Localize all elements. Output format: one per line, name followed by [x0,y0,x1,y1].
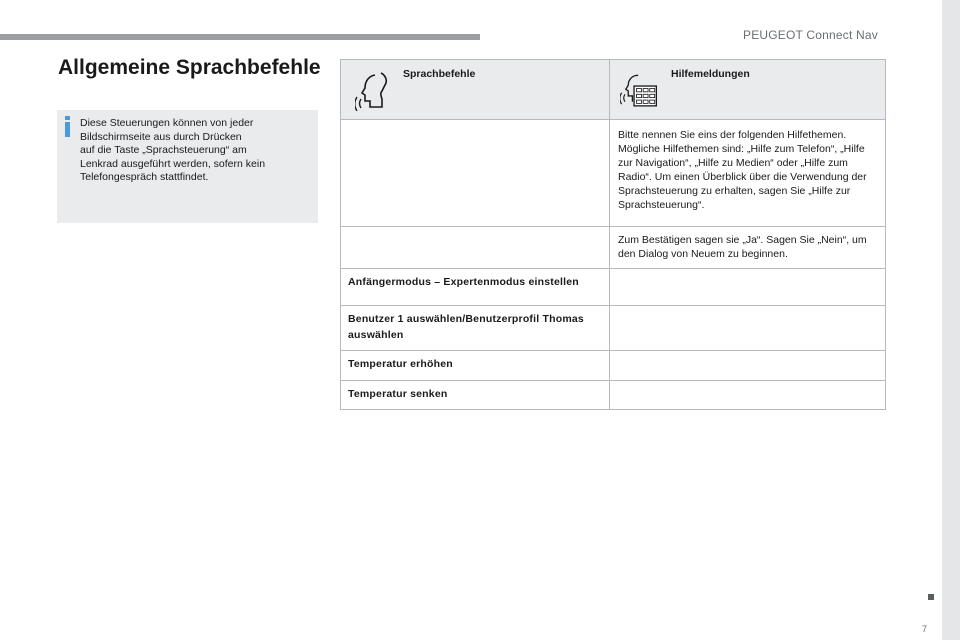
info-box [57,110,318,223]
table-header-row [341,60,886,120]
table-row [341,306,886,351]
page-title: Allgemeine Sprachbefehle [58,56,321,79]
command-cell: Temperatur senken [341,380,610,410]
voice-commands-table [340,59,886,410]
table-row [341,227,886,269]
help-cell: Zum Bestätigen sagen sie „Ja“. Sagen Sie „Nein“, um den Dialog von Neuem zu beginnen. [610,227,886,269]
command-cell: Benutzer 1 auswählen/Benutzerprofil Thomas auswählen [341,306,610,351]
help-cell [610,306,886,351]
header-commands-label: Sprachbefehle [403,68,476,80]
info-icon [64,116,72,138]
command-cell [341,227,610,269]
table-row [341,380,886,410]
header-commands [341,60,610,120]
command-cell [341,120,610,227]
header-brand: PEUGEOT Connect Nav [743,28,878,42]
command-cell: Anfängermodus – Expertenmodus einstellen [341,269,610,306]
table-row [341,351,886,381]
voice-help-screen-icon [620,71,658,111]
page-number: 7 [922,624,928,634]
header-rule [0,34,480,40]
help-cell [610,269,886,306]
header-help [610,60,886,120]
help-cell [610,351,886,381]
page-marker [928,594,934,600]
help-cell [610,380,886,410]
header-help-label: Hilfemeldungen [671,68,750,80]
command-cell: Temperatur erhöhen [341,351,610,381]
info-text: Diese Steuerungen können von jeder Bildschirmseite aus durch Drücken auf die Taste „Sprachsteuerung“ am Lenkrad ausgeführt werden, sofern kein Telefongespräch stattfindet. [80,117,266,184]
table-row [341,120,886,227]
side-strip [942,0,960,640]
table-row [341,269,886,306]
help-cell: Bitte nennen Sie eins der folgenden Hilfethemen. Mögliche Hilfethemen sind: „Hilfe zum Telefon“, „Hilfe zur Navigation“, „Hilfe zu Medien“ oder „Hilfe zum Radio“. Um einen Überblick über die Verwendung der Sprachsteuerung zu erhalten, sagen Sie „Hilfe zur Sprachsteuerung“. [610,120,886,227]
voice-command-icon [355,71,393,111]
